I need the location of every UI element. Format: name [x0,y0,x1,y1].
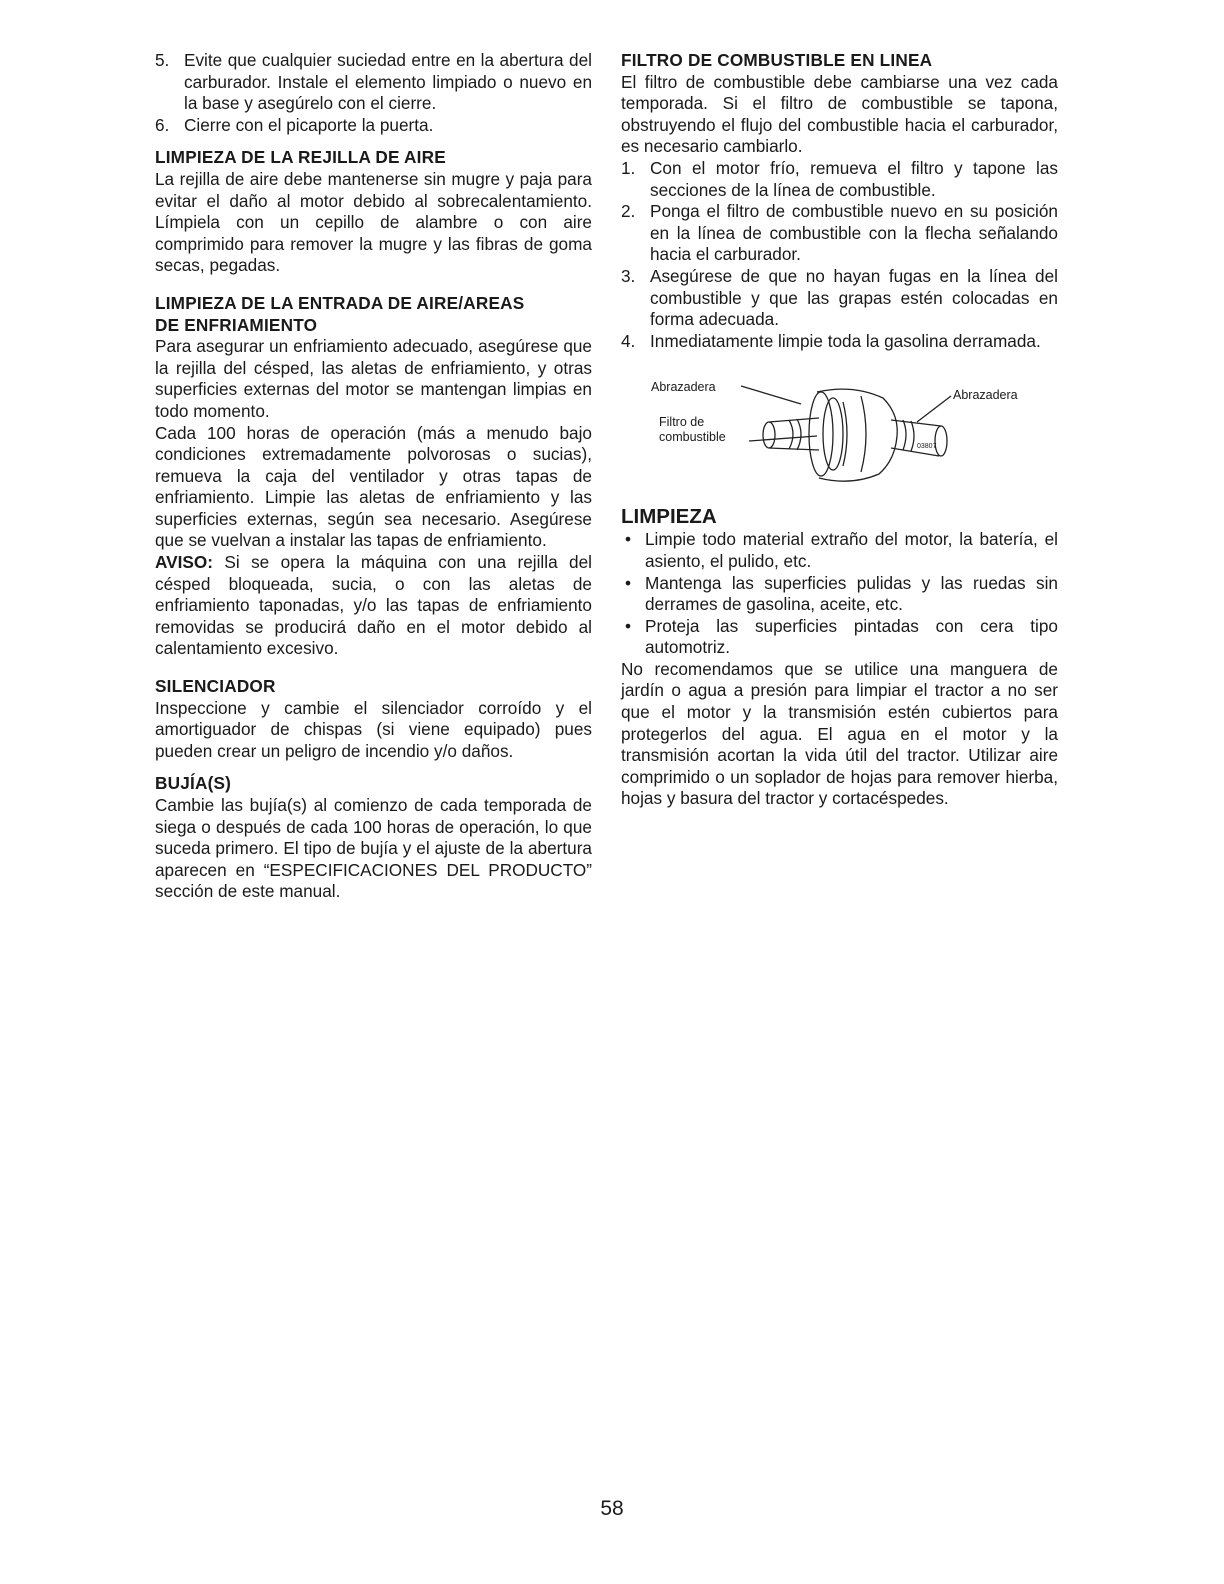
list-item-text: Ponga el filtro de combustible nuevo en su posición en la línea de combustible con la flecha señalando hacia el carburador. [650,201,1058,265]
bullet-item [621,529,1058,572]
list-item [155,115,592,137]
label-clamp-left: Abrazadera [651,380,716,395]
label-filter-line1: Filtro de [659,415,705,430]
list-item-number: 6. [155,114,170,135]
list-item-text: Con el motor frío, remueva el filtro y tapone las secciones de la línea de combustible. [650,157,1058,200]
section-body-silenciador: Inspeccione y cambie el silenciador corroído y el amortiguador de chispas (si viene equipado) pues pueden crear un peligro de incendio y/o daños. [155,697,592,761]
fuel-filter-figure [621,374,1058,489]
list-item [621,266,1058,331]
list-item-text: Evite que cualquier suciedad entre en la abertura del carburador. Instale el elemento limpiado o nuevo en la base y asegúrelo con el cierre. [184,50,592,114]
section-heading-filtro: FILTRO DE COMBUSTIBLE EN LINEA [621,50,933,70]
list-item-number: 2. [621,201,636,222]
aviso-label: AVISO: [155,552,213,573]
section-heading-entrada-line2: DE ENFRIAMIENTO [155,314,318,335]
list-item-number: 3. [621,265,636,286]
aviso-paragraph [155,552,592,660]
section-heading-rejilla: LIMPIEZA DE LA REJILLA DE AIRE [155,147,446,168]
aviso-text: Si se opera la máquina con una rejilla del césped bloqueada, sucia, o con las aletas de enfriamiento taponadas, y/o las tapas de enfriamiento removidas se producirá daño en el motor debido al calentamiento excesivo. [155,552,592,659]
section-heading-entrada-line1: LIMPIEZA DE LA ENTRADA DE AIRE/AREAS [155,292,525,313]
section-body-bujias: Cambie las bujía(s) al comienzo de cada temporada de siega o después de cada 100 horas de operación, lo que suceda primero. El tipo de bujía y el ajuste de la abertura aparecen en “ESPECIFICACIONES DEL PRODUCTO” sección de este manual. [155,795,592,902]
page-number: 58 [600,1497,624,1520]
section-body-rejilla: La rejilla de aire debe mantenerse sin mugre y paja para evitar el daño al motor debido al sobrecalentamiento. Límpiela con un cepillo de alambre o con aire comprimido para remover la mugre y las fibras de goma secas, pegadas. [155,168,592,276]
bullet-text: Limpie todo material extraño del motor, la batería, el asiento, el pulido, etc. [645,529,1058,571]
list-item-number: 4. [621,330,636,351]
figure-code: 03807 [917,443,937,451]
list-item [155,50,592,115]
list-item-text: Inmediatamente limpie toda la gasolina derramada. [650,330,1041,351]
bullet-icon: • [625,529,632,550]
list-item-number: 1. [621,157,636,178]
list-item [621,331,1058,353]
list-item-text: Cierre con el picaporte la puerta. [184,114,434,135]
list-item-text: Asegúrese de que no hayan fugas en la línea del combustible y que las grapas estén colocadas en forma adecuada. [650,265,1058,330]
bullet-item [621,616,1058,659]
label-clamp-right: Abrazadera [953,388,1018,403]
list-item [621,158,1058,201]
bullet-icon: • [625,572,632,593]
section-heading-bujias: BUJÍA(S) [155,773,232,794]
list-item [621,201,1058,266]
bullet-icon: • [625,615,632,636]
section-body-entrada-2: Cada 100 horas de operación (más a menudo bajo condiciones extremadamente polvorosas o sucias), remueva la caja del ventilador y otras tapas de enfriamiento. Limpie las aletas de enfriamiento y las superficies externas, según sea necesario. Asegúrese que se vuelvan a instalar las tapas de enfriamiento. [155,422,592,551]
section-body-filtro: El filtro de combustible debe cambiarse una vez cada temporada. Si el filtro de combustible se tapona, obstruyendo el flujo del combustible hacia el carburador, es necesario cambiarlo. [621,71,1058,157]
bullet-text: Mantenga las superficies pulidas y las ruedas sin derrames de gasolina, aceite, etc. [645,572,1058,615]
list-item-number: 5. [155,50,170,70]
section-body-entrada: Para asegurar un enfriamiento adecuado, asegúrese que la rejilla del césped, las aletas de enfriamiento, y otras superficies externas del motor se mantengan limpias en todo momento. [155,336,592,421]
bullet-item [621,573,1058,616]
right-column [621,50,1058,810]
section-body-limpieza: No recomendamos que se utilice una manguera de jardín o agua a presión para limpiar el tractor a no ser que el motor y la transmisión estén cubiertos para protegerlos del agua. El agua en el motor y la transmisión acortan la vida útil del tractor. Utilizar aire comprimido o un soplador de hojas para remover hierba, hojas y basura del tractor y cortacéspedes. [621,658,1058,809]
section-heading-silenciador: SILENCIADOR [155,676,276,697]
bullet-text: Proteja las superficies pintadas con cera tipo automotriz. [645,615,1058,658]
label-filter-line2: combustible [659,430,726,445]
section-heading-limpieza: LIMPIEZA [621,505,717,529]
left-column [155,50,592,903]
